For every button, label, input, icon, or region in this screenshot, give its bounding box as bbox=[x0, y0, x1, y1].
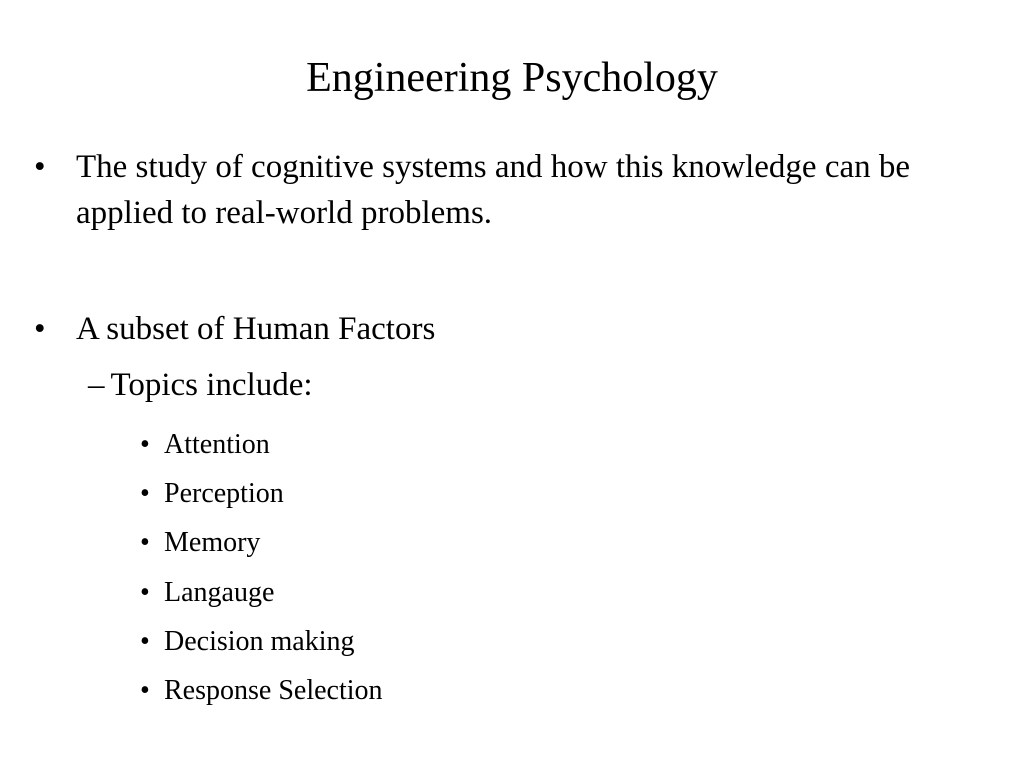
bullet-marker: • bbox=[140, 675, 150, 707]
bullet-marker: • bbox=[140, 576, 150, 608]
bullet-marker: • bbox=[140, 478, 150, 510]
bullet-marker: • bbox=[140, 527, 150, 559]
topic-text: Langauge bbox=[164, 576, 275, 608]
bullet-marker: • bbox=[140, 429, 150, 460]
bullet-marker: • bbox=[34, 149, 46, 185]
topic-text: Perception bbox=[164, 478, 284, 510]
list-item bbox=[140, 518, 383, 567]
topic-text: Memory bbox=[164, 527, 261, 559]
list-item bbox=[140, 568, 383, 617]
list-item bbox=[140, 420, 383, 469]
dash-marker: – bbox=[88, 367, 105, 403]
bullet-text: The study of cognitive systems and how this knowledge can be applied to real-world problems. bbox=[76, 149, 911, 231]
slide-title: Engineering Psychology bbox=[306, 55, 718, 101]
bullet-subset bbox=[34, 306, 994, 352]
sub-bullet-text: Topics include: bbox=[110, 367, 313, 403]
bullet-marker: • bbox=[140, 625, 150, 657]
topic-text: Response Selection bbox=[164, 675, 383, 707]
sub-bullet-topics bbox=[88, 362, 313, 408]
bullet-marker: • bbox=[34, 311, 46, 347]
topic-text: Attention bbox=[164, 429, 270, 460]
list-item bbox=[140, 666, 383, 715]
bullet-text: A subset of Human Factors bbox=[76, 311, 436, 347]
topic-text: Decision making bbox=[164, 625, 355, 657]
bullet-definition bbox=[34, 144, 994, 236]
list-item bbox=[140, 617, 383, 666]
topics-list bbox=[140, 420, 383, 715]
list-item bbox=[140, 469, 383, 518]
